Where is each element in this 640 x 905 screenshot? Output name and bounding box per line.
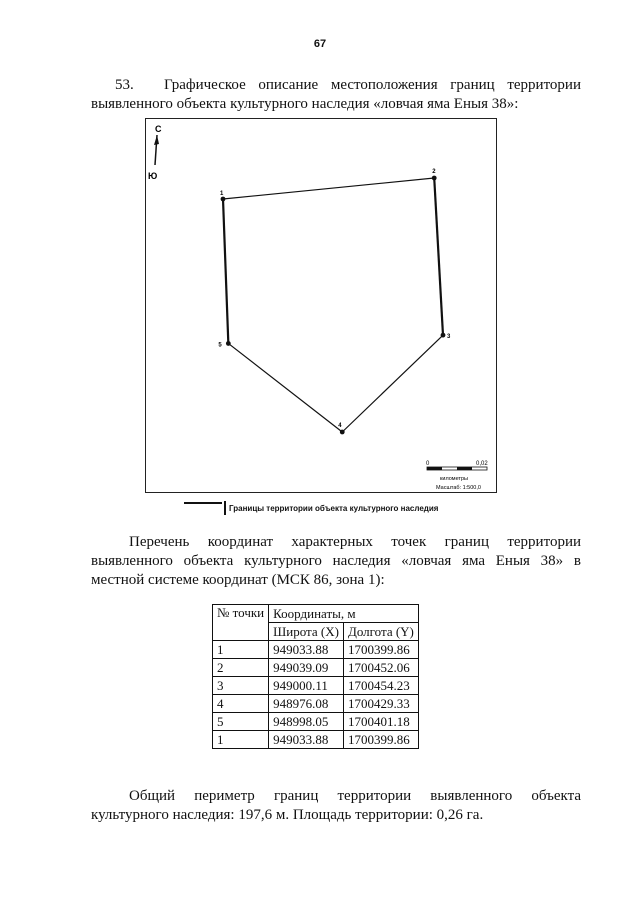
boundary-segment (223, 199, 228, 343)
compass-north-label: С (155, 124, 162, 134)
cell-point: 1 (213, 641, 269, 659)
coordinates-table (212, 604, 419, 749)
boundary-point (221, 197, 226, 202)
boundary-map-canvas (146, 119, 498, 494)
boundary-point (432, 176, 437, 181)
header-coords: Координаты, м (269, 605, 419, 623)
boundary-segment (223, 178, 434, 199)
cell-lon: 1700452.06 (343, 659, 418, 677)
cell-lat: 948998.05 (269, 713, 344, 731)
cell-lat: 949039.09 (269, 659, 344, 677)
boundary-segment (342, 335, 443, 432)
section-number: 53. (115, 77, 134, 93)
coordinates-intro: Перечень координат характерных точек границ территории выявленного объекта культурного наследия «ловчая яма Еныя 38» в местной системе координат (МСК 86, зона 1): (91, 534, 581, 588)
boundary-point-label: 4 (338, 423, 342, 429)
cell-lat: 948976.08 (269, 695, 344, 713)
boundary-polygon (223, 178, 443, 432)
legend-line-swatch (184, 502, 222, 504)
scale-bar (426, 461, 488, 491)
cell-point: 4 (213, 695, 269, 713)
boundary-point-label: 5 (218, 342, 222, 349)
boundary-point-label: 1 (220, 191, 224, 198)
table-row (213, 641, 419, 659)
cell-lon: 1700401.18 (343, 713, 418, 731)
boundary-point (226, 341, 231, 346)
scale-text: Масштаб: 1:500,0 (436, 485, 481, 491)
cell-point: 3 (213, 677, 269, 695)
header-point: № точки (213, 605, 269, 641)
section-heading (91, 76, 581, 114)
legend-tick (224, 501, 226, 515)
boundary-point-label: 2 (432, 169, 436, 175)
scale-bar-start-label: 0 (426, 461, 430, 467)
table-row (213, 731, 419, 749)
scale-bar-segment (457, 467, 472, 470)
cell-point: 1 (213, 731, 269, 749)
table-row (213, 713, 419, 731)
header-lat: Широта (X) (269, 623, 344, 641)
boundary-segment (434, 178, 443, 335)
cell-point: 5 (213, 713, 269, 731)
table-row (213, 677, 419, 695)
scale-bar-end-label: 0,02 (476, 461, 488, 467)
boundary-point (441, 333, 446, 338)
scale-bar-units: километры (440, 476, 468, 482)
boundary-map (145, 118, 497, 493)
page-number: 67 (313, 38, 327, 50)
boundary-segment (228, 343, 342, 432)
summary-text: Общий периметр границ территории выявленного объекта культурного наследия: 197,6 м. Площадь территории: 0,26 га. (91, 788, 581, 823)
cell-lon: 1700429.33 (343, 695, 418, 713)
compass-icon (148, 124, 162, 181)
compass-south-label: Ю (148, 171, 158, 181)
cell-lon: 1700399.86 (343, 641, 418, 659)
scale-bar-segment (427, 467, 442, 470)
boundary-points (218, 169, 451, 434)
legend-label: Границы территории объекта культурного наследия (229, 503, 439, 513)
cell-lat: 949000.11 (269, 677, 344, 695)
map-legend (184, 500, 438, 516)
boundary-point-label: 3 (447, 334, 451, 341)
table-body (213, 641, 419, 749)
cell-lat: 949033.88 (269, 641, 344, 659)
header-lon: Долгота (Y) (343, 623, 418, 641)
section-title: Графическое описание местоположения границ территории выявленного объекта культурного наследия «ловчая яма Еныя 38»: (91, 77, 581, 112)
cell-lat: 949033.88 (269, 731, 344, 749)
table-header-row (213, 605, 419, 623)
table-row (213, 695, 419, 713)
cell-lon: 1700454.23 (343, 677, 418, 695)
table-row (213, 659, 419, 677)
boundary-point (340, 430, 345, 435)
cell-point: 2 (213, 659, 269, 677)
cell-lon: 1700399.86 (343, 731, 418, 749)
